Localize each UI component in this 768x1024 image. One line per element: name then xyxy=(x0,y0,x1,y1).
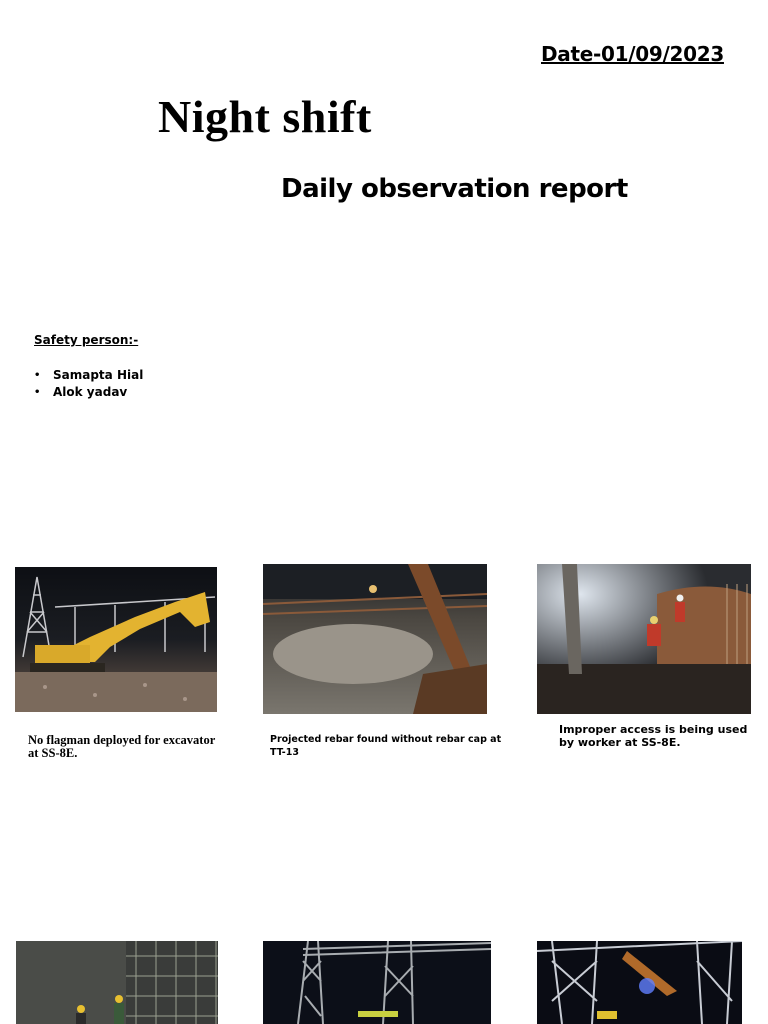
safety-person-name: Alok yadav xyxy=(53,385,128,399)
safety-person-name: Samapta Hial xyxy=(53,368,144,382)
safety-person-list xyxy=(34,367,143,401)
worker-access-photo xyxy=(537,564,751,714)
list-item xyxy=(34,367,143,384)
rebar-site-photo xyxy=(263,564,487,714)
observation-caption: Projected rebar found without rebar cap at TT-13 xyxy=(270,734,502,758)
page-title: Night shift xyxy=(158,91,372,142)
steel-frame-night-photo xyxy=(537,941,742,1024)
bullet-icon: • xyxy=(34,387,41,398)
report-subtitle: Daily observation report xyxy=(281,174,628,204)
observation-caption: Improper access is being used by worker at SS-8E. xyxy=(559,723,748,749)
scaffold-workers-photo xyxy=(16,941,218,1024)
steel-structure-photo xyxy=(263,941,491,1024)
list-item xyxy=(34,384,143,401)
bullet-icon: • xyxy=(34,370,41,381)
observation-caption: No flagman deployed for excavator at SS-8E. xyxy=(28,733,216,760)
report-date: Date-01/09/2023 xyxy=(541,42,724,66)
excavator-night-photo xyxy=(15,567,217,712)
safety-person-label: Safety person:- xyxy=(34,333,139,347)
